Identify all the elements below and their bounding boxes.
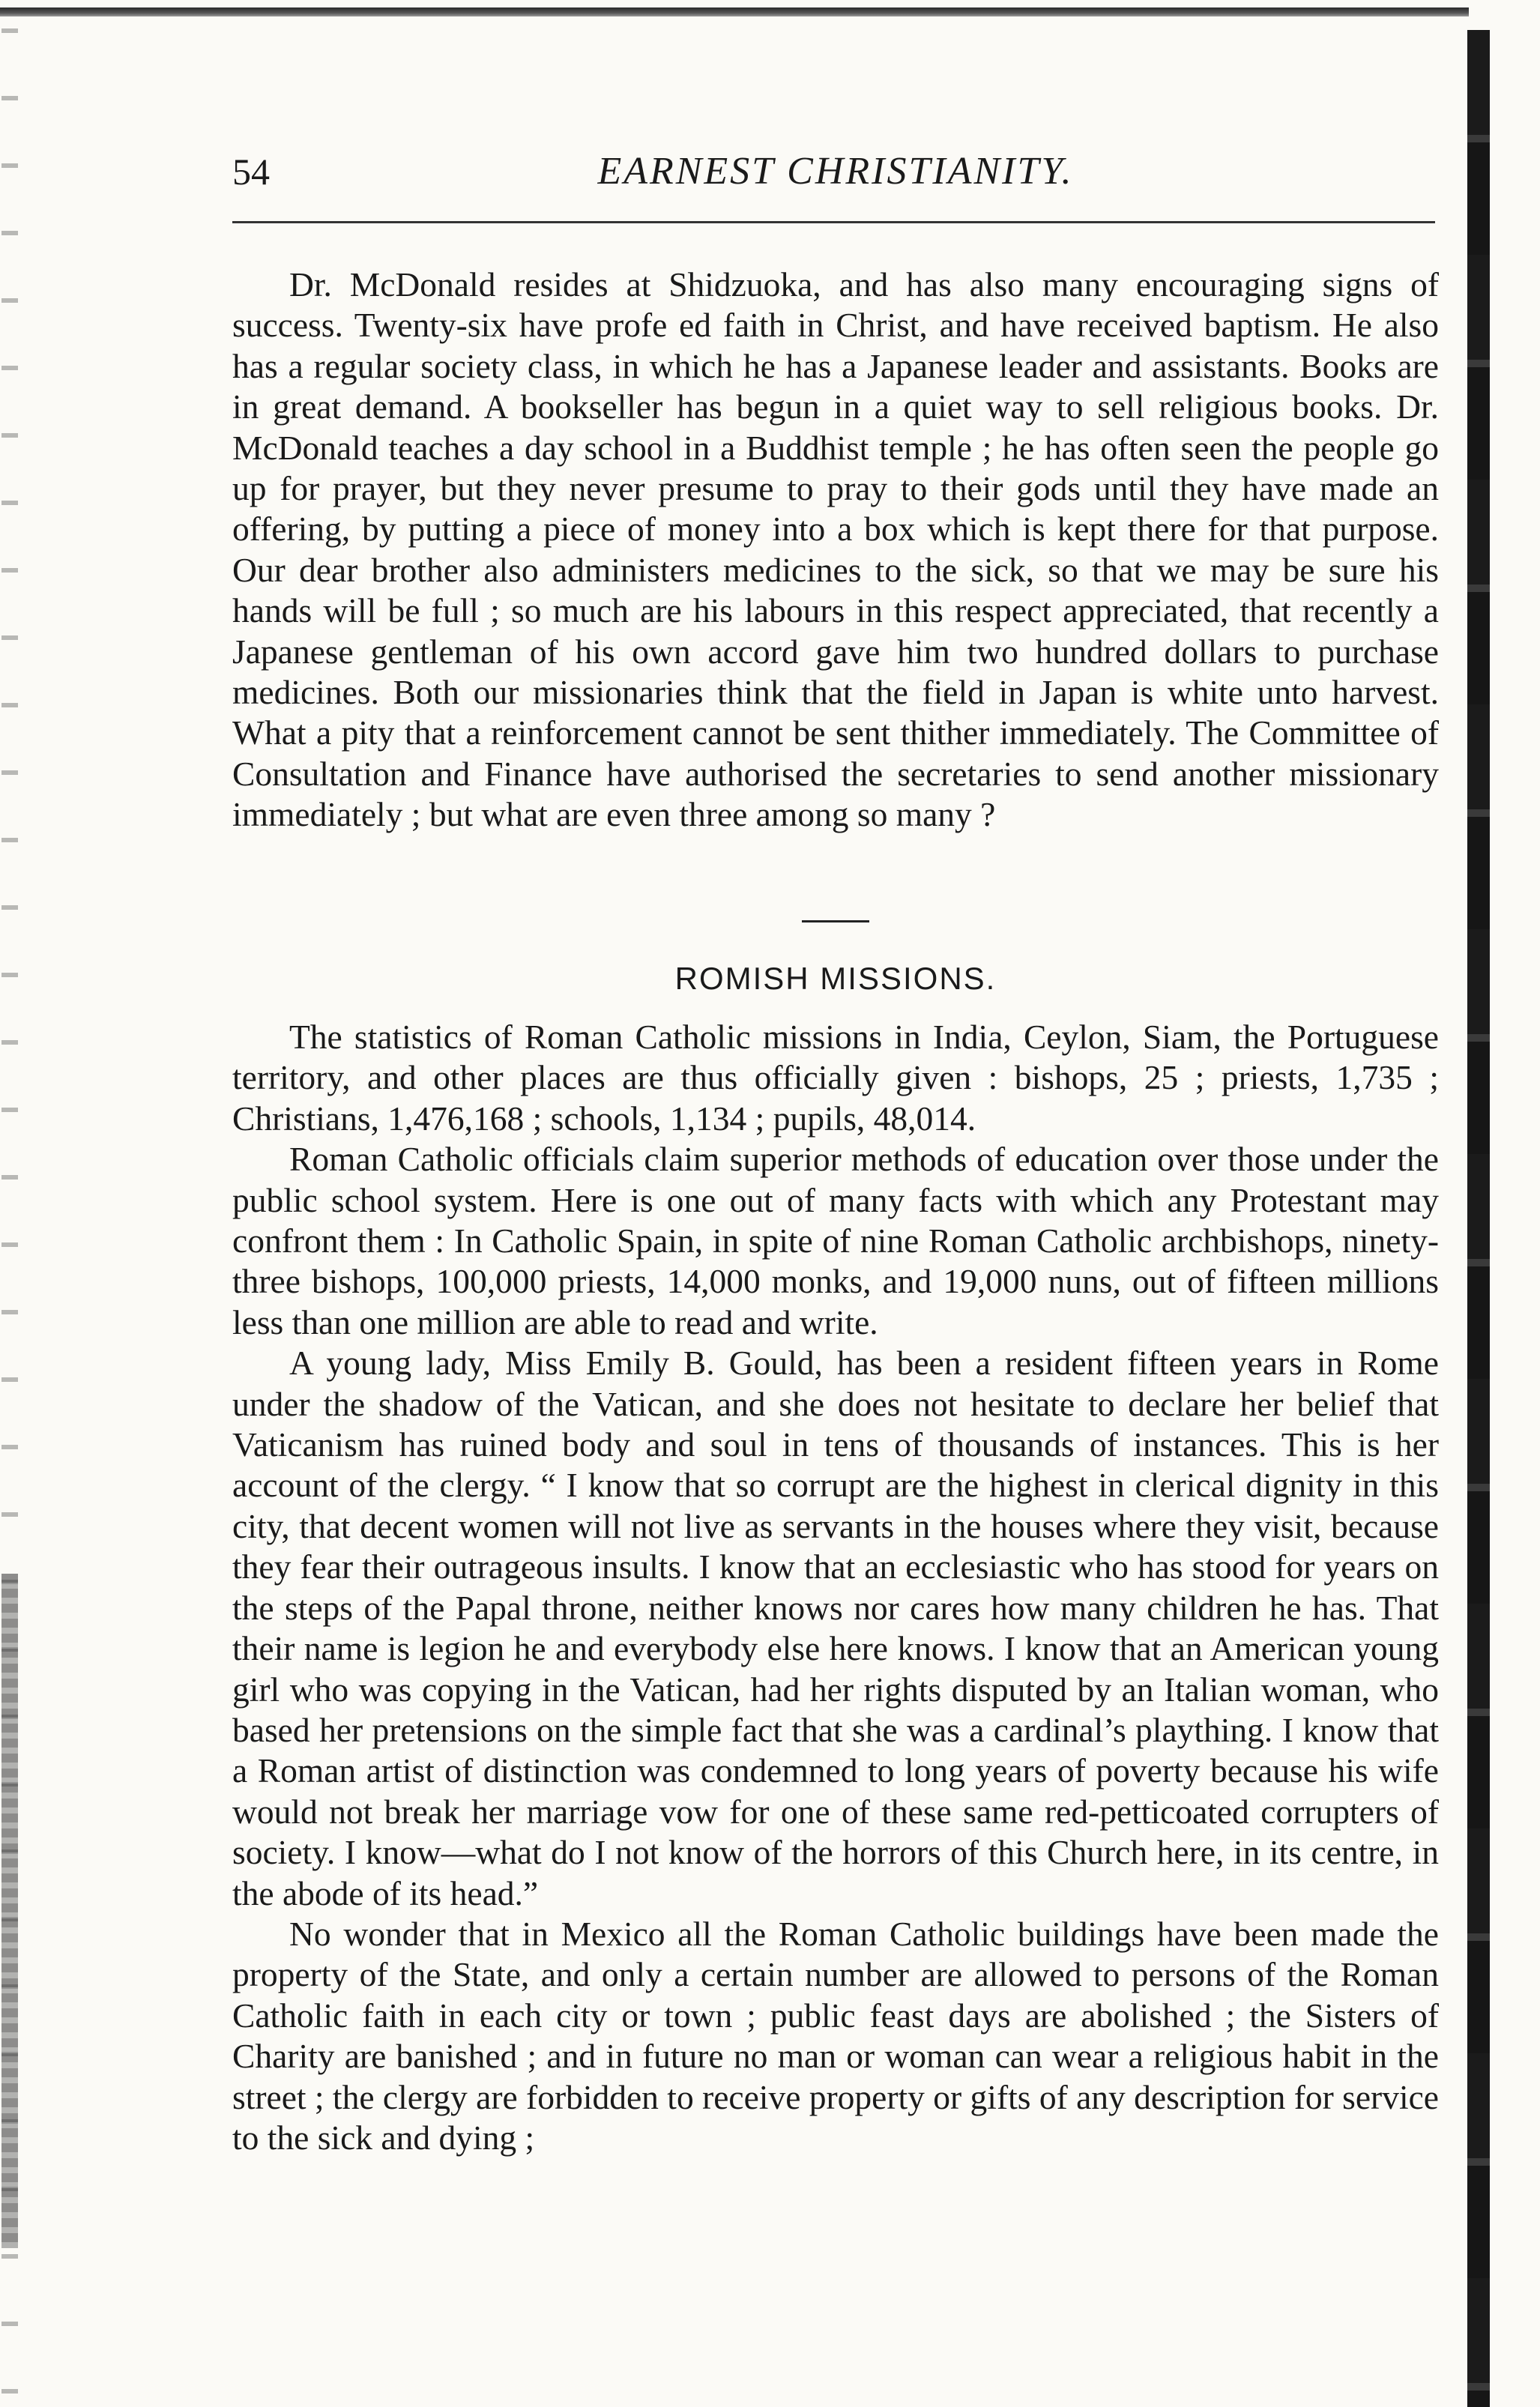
article-continuation bbox=[232, 265, 1439, 836]
page-number: 54 bbox=[232, 151, 270, 193]
scan-right-binding-edge bbox=[1467, 30, 1490, 2407]
page-header bbox=[232, 138, 1439, 205]
section-body bbox=[232, 1017, 1439, 2158]
paragraph: The statistics of Roman Catholic missions in India, Ceylon, Siam, the Portuguese territory, and other places are thus officially given : bishops, 25 ; priests, 1,735 ; Christians, 1,476,168 ; schools, 1,134 ; pupils, 48,014. bbox=[232, 1018, 1439, 1138]
running-title: EARNEST CHRISTIANITY. bbox=[597, 150, 1074, 193]
section-separator bbox=[802, 920, 869, 922]
paragraph: No wonder that in Mexico all the Roman Catholic buildings have been made the property of the State, and only a certain number are allowed to persons of the Roman Catholic faith in each city or town ; public feast days are abolished ; the Sisters of Charity are banished ; and in future no man or woman can wear a religious habit in the street ; the clergy are forbidden to receive property or gifts of any description for service to the sick and dying ; bbox=[232, 1914, 1439, 2157]
scan-left-edge-shadow bbox=[1, 1574, 18, 2248]
header-rule bbox=[232, 221, 1435, 223]
paragraph: Dr. McDonald resides at Shidzuoka, and has also many encouraging signs of success. Twenty-six have profe ed faith in Christ, and have received baptism. He also has a regular society class, in which he has a Japanese leader and assistants. Books are in great demand. A bookseller has begun in a quiet way to sell religious books. Dr. McDonald teaches a day school in a Buddhist temple ; he has often seen the people go up for prayer, but they never presume to pray to their gods until they have made an offering, by putting a piece of money into a box which is kept there for that purpose. Our dear brother also administers medicines to the sick, so that we may be sure his hands will be full ; so much are his labours in this respect appreciated, that recently a Japanese gentleman of his own accord gave him two hundred dollars to purchase medicines. Both our missionaries think that the field in Japan is white unto harvest. What a pity that a reinforcement cannot be sent thither immediately. The Committee of Consultation and Finance have authorised the secretaries to send another missionary immediately ; but what are even three among so many ? bbox=[232, 265, 1439, 834]
paragraph: Roman Catholic officials claim superior methods of education over those under the public school system. Here is one out of many facts with which any Protestant may confront them : In Catholic Spain, in spite of nine Roman Catholic archbishops, ninety-three bishops, 100,000 priests, 14,000 monks, and 19,000 nuns, out of fifteen millions less than one million are able to read and write. bbox=[232, 1140, 1439, 1341]
scan-top-border bbox=[0, 7, 1469, 16]
paragraph: A young lady, Miss Emily B. Gould, has been a resident fifteen years in Rome under the shadow of the Vatican, and she does not hesitate to declare her belief that Vaticanism has ruined body and soul in tens of thousands of instances. This is her account of the clergy. “ I know that so corrupt are the highest in clerical dignity in this city, that decent women will not live as servants in the houses where they visit, because they fear their outrageous insults. I know that an ecclesiastic who has stood for years on the steps of the Papal throne, neither knows nor cares how many children he has. That their name is legion he and everybody else here knows. I know that an American young girl who was copying in the Vatican, had her rights disputed by an Italian woman, who based her pretensions on the simple fact that she was a cardinal’s plaything. I know that a Roman artist of distinction was condemned to long years of poverty because his wife would not break her marriage vow for one of these same red-petticoated corrupters of society. I know—what do I not know of the horrors of this Church here, in its centre, in the abode of its head.” bbox=[232, 1344, 1439, 1912]
section-title: ROMISH MISSIONS. bbox=[674, 961, 997, 996]
